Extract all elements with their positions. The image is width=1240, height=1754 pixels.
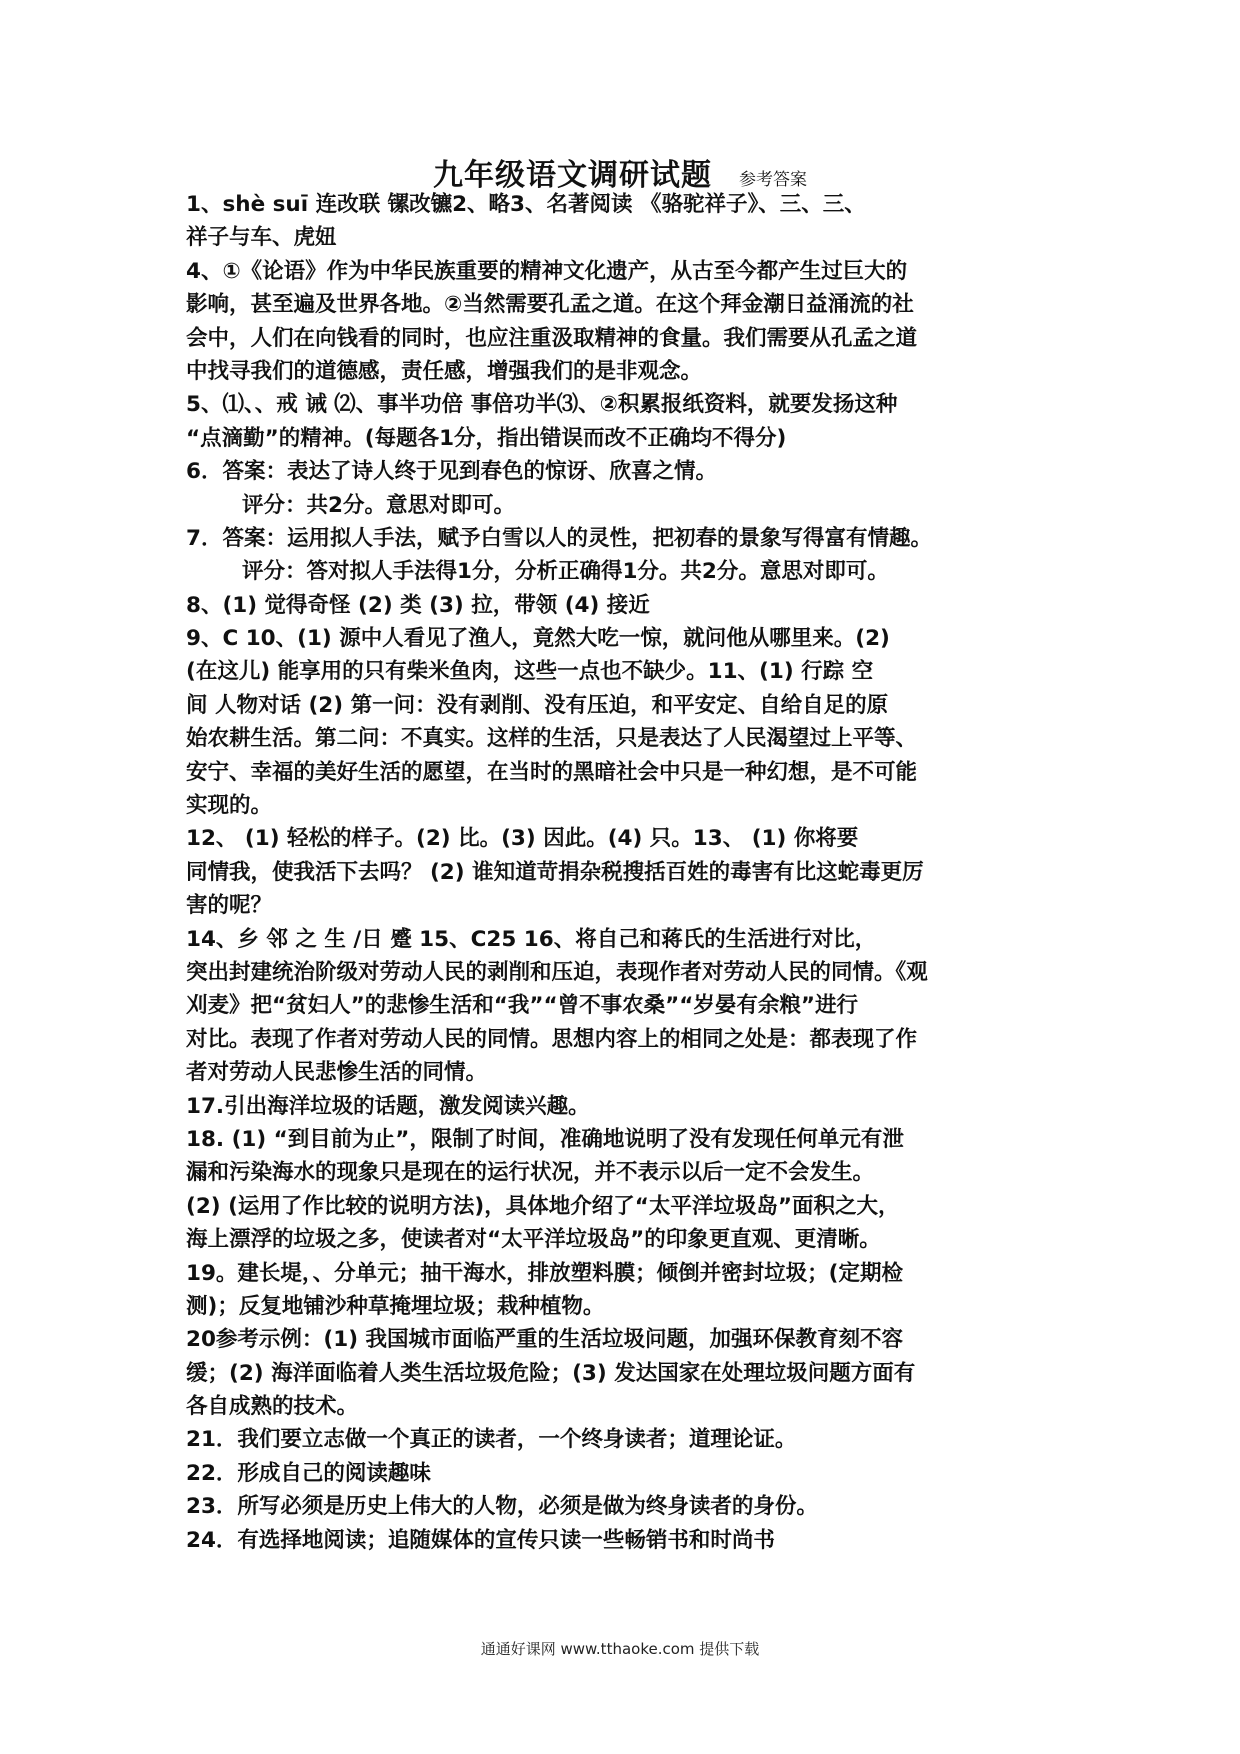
answer-line: 1、shè suī 连改联 镙改镳2、略3、名著阅读 《骆驼祥子》、三、三、 [186,192,866,217]
answer-line: 21．我们要立志做一个真正的读者，一个终身读者；道理论证。 [186,1427,797,1453]
answer-line: 22．形成自己的阅读趣味 [186,1460,431,1486]
answer-line: 6．答案：表达了诗人终于见到春色的惊讶、欣喜之情。 [186,459,717,485]
answer-line: 对比。表现了作者对劳动人民的同情。思想内容上的相同之处是：都表现了作 [186,1026,918,1052]
answer-line: 7．答案：运用拟人手法，赋予白雪以人的灵性，把初春的景象写得富有情趣。 [186,525,932,551]
answer-line: 安宁、幸福的美好生活的愿望，在当时的黑暗社会中只是一种幻想，是不可能 [186,759,918,785]
answer-line: 影响，甚至遍及世界各地。②当然需要孔孟之道。在这个拜金潮日益涌流的社 [186,292,914,318]
answer-line: 9、C 10、(1) 源中人看见了渔人，竟然大吃一惊，就问他从哪里来。(2) [186,626,890,652]
answer-line: 各自成熟的技术。 [186,1394,359,1420]
answer-line: 实现的。 [186,793,273,819]
answer-line: 突出封建统治阶级对劳动人民的剥削和压迫，表现作者对劳动人民的同情。《观 [186,959,928,985]
answer-line: 18. (1) “到目前为止”，限制了时间，准确地说明了没有发现任何单元有泄 [186,1126,904,1152]
answer-line: 同情我，使我活下去吗？ (2) 谁知道苛捐杂税搜括百姓的毒害有比这蛇毒更厉 [186,859,924,885]
footer-text: 通通好课网 www.tthaoke.com 提供下载 [480,1640,760,1658]
answer-line: 23．所写必须是历史上伟大的人物，必须是做为终身读者的身份。 [186,1494,818,1520]
answer-line: 24．有选择地阅读；追随媒体的宣传只读一些畅销书和时尚书 [186,1527,775,1553]
page-subtitle: 参考答案 [739,170,808,190]
answer-line: 缓；(2) 海洋面临着人类生活垃圾危险；(3) 发达国家在处理垃圾问题方面有 [186,1360,916,1386]
answer-line: 刈麦》把“贫妇人”的悲惨生活和“我”“曾不事农桑”“岁晏有余粮”进行 [186,993,859,1019]
answer-line: 海上漂浮的垃圾之多，使读者对“太平洋垃圾岛”的印象更直观、更清晰。 [186,1227,881,1253]
answer-line: 害的呢？ [186,893,273,919]
answer-line: 漏和污染海水的现象只是现在的运行状况，并不表示以后一定不会发生。 [186,1160,875,1186]
answer-line: 12、 (1) 轻松的样子。(2) 比。(3) 因此。(4) 只。13、 (1) 你将要 [186,826,859,852]
answer-line: 4、①《论语》作为中华民族重要的精神文化遗产，从古至今都产生过巨大的 [186,258,908,284]
answer-line: 测)；反复地铺沙种草掩埋垃圾；栽种植物。 [186,1293,605,1319]
answer-line: “点滴勤”的精神。(每题各1分，指出错误而改不正确均不得分) [186,425,787,451]
answer-line: 17.引出海洋垃圾的话题，激发阅读兴趣。 [186,1093,590,1119]
answer-line: 20参考示例：(1) 我国城市面临严重的生活垃圾问题，加强环保教育刻不容 [186,1327,904,1353]
answer-line: 8、(1) 觉得奇怪 (2) 类 (3) 拉，带领 (4) 接近 [186,592,650,618]
page-title: 九年级语文调研试题 [432,158,712,193]
answer-line: 始农耕生活。第二问：不真实。这样的生活，只是表达了人民渴望过上平等、 [186,726,918,752]
answer-line: 5、⑴、、戒 诫 ⑵、事半功倍 事倍功半⑶、②积累报纸资料，就要发扬这种 [186,392,898,418]
answer-body [186,188,1058,1557]
answer-line: 者对劳动人民悲惨生活的同情。 [186,1060,488,1086]
answer-line: 评分：共2分。意思对即可。 [242,492,515,518]
answer-line: 评分：答对拟人手法得1分，分析正确得1分。共2分。意思对即可。 [242,559,889,585]
answer-line: 间 人物对话 (2) 第一问：没有剥削、没有压迫，和平安定、自给自足的原 [186,692,889,718]
answer-line: 祥子与车、虎妞 [186,225,337,251]
answer-line: 14、乡 邻 之 生 /日 蹙 15、C25 16、将自己和蒋氏的生活进行对比， [186,926,877,952]
answer-line: 19。建长堤，、分单元；抽干海水，排放塑料膜；倾倒并密封垃圾；(定期检 [186,1260,903,1286]
answer-line: (在这儿) 能享用的只有柴米鱼肉，这些一点也不缺少。11、(1) 行踪 空 [186,659,874,685]
answer-line: (2) (运用了作比较的说明方法)，具体地介绍了“太平洋垃圾岛”面积之大， [186,1193,900,1219]
answer-line: 中找寻我们的道德感，责任感，增强我们的是非观念。 [186,358,703,384]
answer-line: 会中，人们在向钱看的同时，也应注重汲取精神的食量。我们需要从孔孟之道 [186,325,918,351]
